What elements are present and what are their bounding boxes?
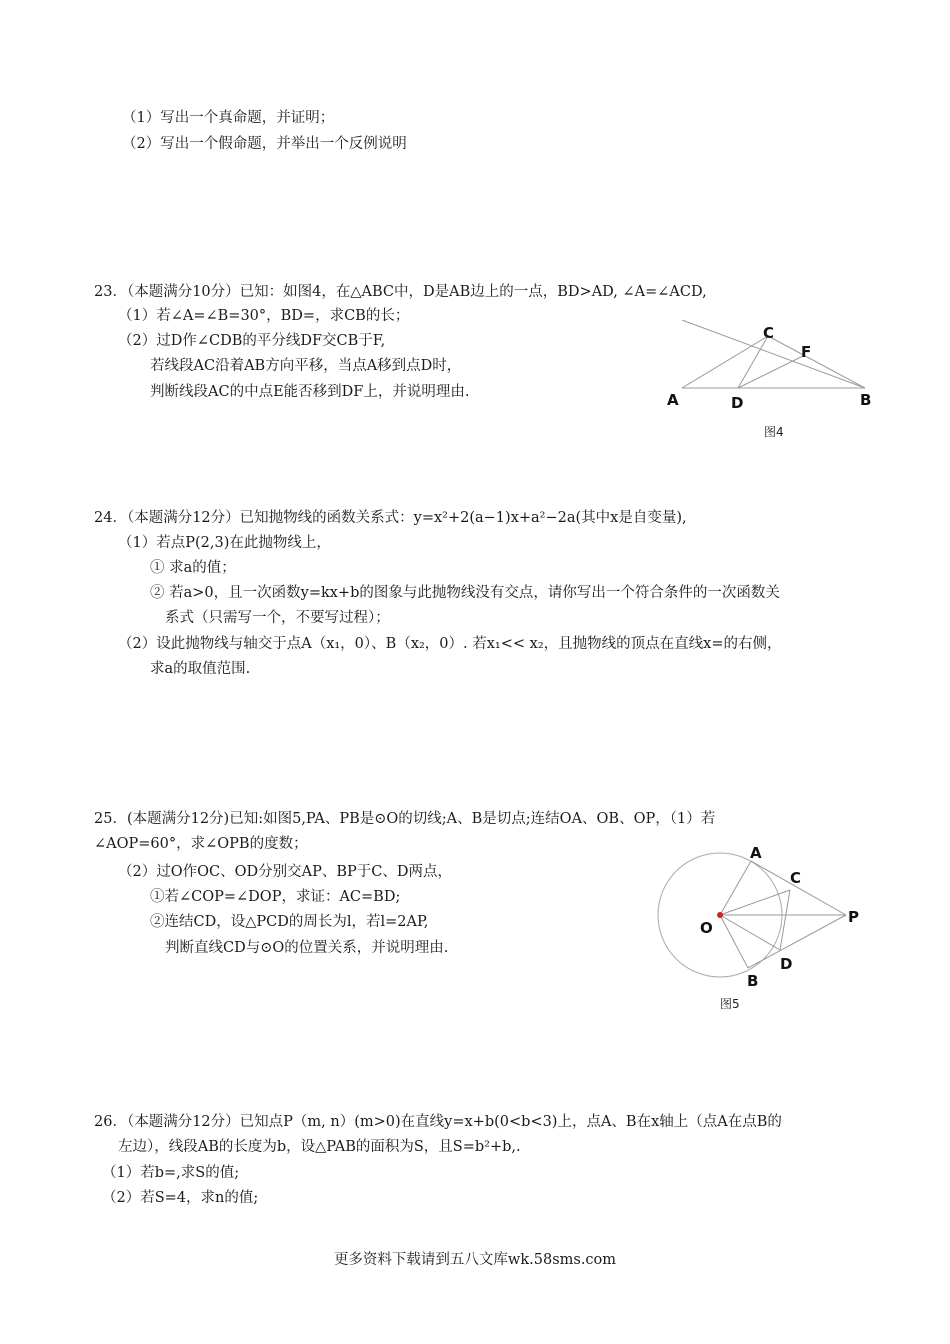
q25-part2: （2）过O作OC、OD分别交AP、BP于C、D两点， [118, 864, 452, 880]
figure-5-circle-tangents [650, 840, 870, 990]
q23-part1: （1）若∠A=∠B=30°，BD=，求CB的长； [118, 308, 410, 324]
q25-part2-sub3: 判断直线CD与⊙O的位置关系，并说明理由. [165, 940, 449, 956]
figure-5-caption: 图5 [720, 997, 740, 1011]
fig4-label-f: F [801, 343, 812, 361]
q26-part2: （2）若S=4，求n的值; [102, 1190, 259, 1206]
fig5-label-c: C [790, 869, 802, 887]
q22-part2: （2）写出一个假命题，并举出一个反例说明 [122, 136, 407, 152]
center-point-icon [717, 912, 723, 918]
q24-part2-line2: 求a的取值范围. [150, 661, 251, 677]
q26-heading-line1: 26．（本题满分12分）已知点P（m, n）(m>0)在直线y=x+b(0<b<3)上，点A、B在x轴上（点A在点B的 [94, 1114, 782, 1130]
fig4-label-a: A [667, 391, 679, 409]
q25-heading-line2: ∠AOP=60°，求∠OPB的度数； [94, 836, 308, 852]
q24-heading: 24．（本题满分12分）已知抛物线的函数关系式：y=x²+2(a−1)x+a²−2a(其中x是自变量), [94, 510, 687, 526]
q23-part2-line3: 判断线段AC的中点E能否移到DF上，并说明理由. [150, 384, 470, 400]
fig5-label-b: B [747, 972, 759, 990]
fig5-label-a: A [750, 844, 762, 862]
q25-heading-line1: 25．(本题满分12分)已知:如图5,PA、PB是⊙O的切线;A、B是切点;连结OA、OB、OP，（1）若 [94, 811, 716, 827]
q22-part1: （1）写出一个真命题，并证明； [122, 110, 335, 126]
q23-part2-line2: 若线段AC沿着AB方向平移，当点A移到点D时， [150, 358, 462, 374]
fig5-label-o: O [700, 919, 713, 937]
q24-part1-sub2-line1: ② 若a>0，且一次函数y=kx+b的图象与此抛物线没有交点，请你写出一个符合条件的一次函数关 [150, 585, 780, 601]
q23-part2-line1: （2）过D作∠CDB的平分线DF交CB于F, [118, 333, 386, 349]
fig4-label-c: C [763, 324, 775, 342]
q23-heading: 23．（本题满分10分）已知：如图4，在△ABC中，D是AB边上的一点，BD>AD, ∠A=∠ACD, [94, 284, 707, 300]
q26-heading-line2: 左边），线段AB的长度为b，设△PAB的面积为S，且S=b²+b,. [118, 1139, 521, 1155]
fig4-label-b: B [860, 391, 872, 409]
q26-part1: （1）若b=,求S的值; [102, 1165, 240, 1181]
fig5-label-p: P [848, 908, 859, 926]
page-footer-link[interactable]: 更多资料下载请到五八文库wk.58sms.com [333, 1252, 617, 1268]
q25-part2-sub1: ①若∠COP=∠DOP，求证：AC=BD; [150, 889, 401, 905]
q24-part1-sub2-line2: 系式（只需写一个，不要写过程）； [165, 610, 390, 626]
figure-4-caption: 图4 [764, 425, 784, 439]
q24-part2-line1: （2）设此抛物线与轴交于点A（x₁，0）、B（x₂，0）. 若x₁<< x₂，且抛物线的顶点在直线x=的右侧， [118, 636, 782, 652]
q24-part1: （1）若点P(2,3)在此抛物线上， [118, 535, 331, 551]
fig5-label-d: D [780, 955, 793, 973]
q24-part1-sub1: ① 求a的值； [150, 560, 236, 576]
fig4-label-d: D [731, 394, 744, 412]
figure-4-triangle [660, 320, 890, 420]
q25-part2-sub2: ②连结CD，设△PCD的周长为l，若l=2AP, [150, 914, 429, 930]
